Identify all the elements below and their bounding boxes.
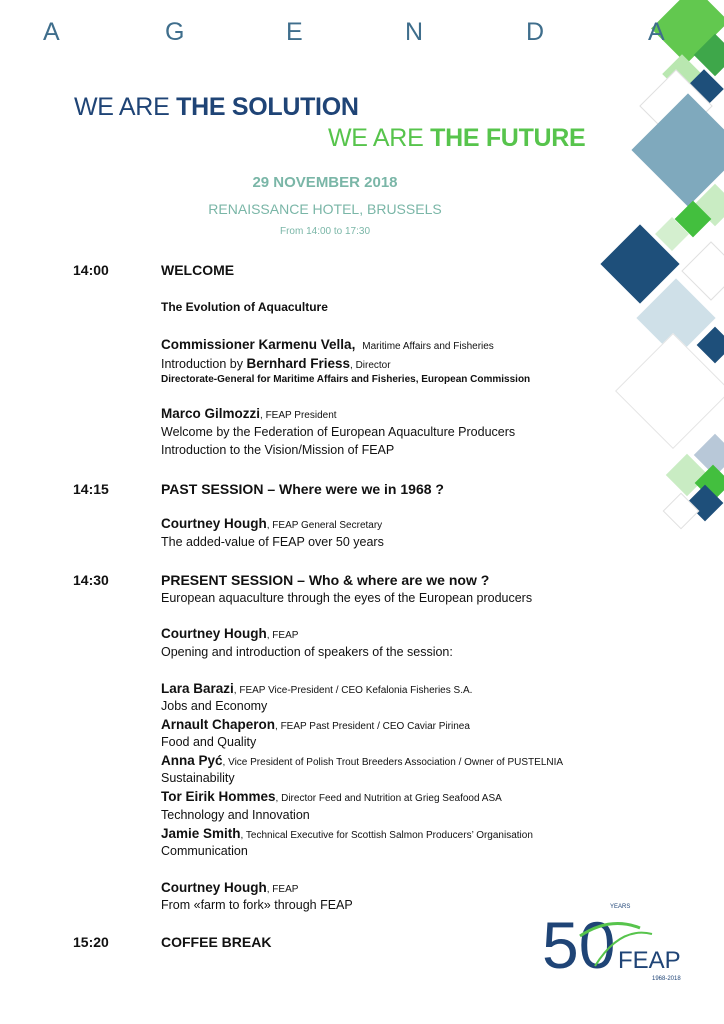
time-past: 14:15 [73, 481, 109, 497]
speaker-name: Courtney Hough [161, 516, 267, 531]
title-bold: THE FUTURE [430, 124, 586, 152]
speaker-role: , FEAP Vice-President / CEO Kefalonia Fisheries S.A. [233, 685, 473, 696]
logo-brand: FEAP [618, 947, 681, 974]
session-title-coffee: COFFEE BREAK [161, 934, 272, 950]
speaker-role: , FEAP President [260, 410, 337, 421]
title-solution [74, 93, 359, 122]
intro-friess [161, 356, 391, 371]
speaker-role: , FEAP Past President / CEO Caviar Pirinea [275, 721, 470, 732]
session-title-welcome: WELCOME [161, 262, 235, 278]
speaker-role: , Director [350, 360, 391, 371]
gilmozzi-line2: Introduction to the Vision/Mission of FEAP [161, 443, 395, 457]
title-plain: WE ARE [74, 93, 177, 121]
event-date: 29 NOVEMBER 2018 [252, 174, 398, 191]
intro-prefix: Introduction by [161, 357, 247, 371]
topic-hommes: Technology and Innovation [161, 808, 310, 822]
logo-range: 1968-2018 [652, 976, 681, 982]
moderator-hough [161, 626, 298, 641]
event-venue: RENAISSANCE HOTEL, BRUSSELS [208, 201, 442, 217]
event-hours: From 14:00 to 17:30 [279, 226, 371, 237]
past-topic: The added-value of FEAP over 50 years [161, 535, 384, 549]
welcome-topic: The Evolution of Aquaculture [161, 300, 328, 314]
speaker-role: , Technical Executive for Scottish Salmon Producers’ Organisation [240, 830, 533, 841]
speaker-name: Commissioner Karmenu Vella, [161, 337, 356, 352]
speaker-name: Tor Eirik Hommes [161, 789, 276, 804]
session-title-past: PAST SESSION – Where were we in 1968 ? [161, 481, 444, 497]
session-title-present: PRESENT SESSION – Who & where are we now ? [161, 572, 490, 588]
gilmozzi-line1: Welcome by the Federation of European Aquaculture Producers [161, 425, 516, 439]
speaker-hough-past [161, 516, 382, 531]
title-future [328, 124, 585, 153]
speaker-gilmozzi [161, 406, 337, 421]
speaker-role: , FEAP General Secretary [266, 520, 383, 531]
intro-organisation: Directorate-General for Maritime Affairs and Fisheries, European Commission [161, 374, 531, 385]
speaker-name: Courtney Hough [161, 880, 267, 895]
topic-pyc: Sustainability [161, 771, 235, 785]
closing-hough [161, 880, 298, 895]
speaker-name: Courtney Hough [161, 626, 267, 641]
logo-digits: 50 [542, 908, 616, 982]
title-plain: WE ARE [328, 124, 431, 152]
feap-50-logo [540, 896, 700, 986]
time-welcome: 14:00 [73, 262, 109, 278]
moderator-topic: Opening and introduction of speakers of the session: [161, 645, 453, 659]
speaker-name: Lara Barazi [161, 681, 234, 696]
agenda-letter: A [648, 18, 665, 46]
topic-smith: Communication [161, 844, 248, 858]
speaker-name: Jamie Smith [161, 826, 241, 841]
topic-barazi: Jobs and Economy [161, 699, 268, 713]
logo-years: YEARS [610, 904, 631, 910]
present-subtitle: European aquaculture through the eyes of the European producers [161, 591, 533, 605]
speaker-role: , Director Feed and Nutrition at Grieg Seafood ASA [275, 793, 502, 804]
speaker-chaperon [161, 717, 470, 732]
speaker-role: , Vice President of Polish Trout Breeders Association / Owner of PUSTELNIA [222, 757, 564, 768]
speaker-vella [161, 337, 494, 352]
agenda-letter: N [405, 18, 424, 46]
agenda-letter: D [526, 18, 545, 46]
agenda-letter: G [165, 18, 185, 46]
feap-logo-graphic [540, 896, 700, 986]
speaker-name: Arnault Chaperon [161, 717, 276, 732]
speaker-role: , FEAP [266, 884, 299, 895]
speaker-name: Anna Pyć [161, 753, 223, 768]
closing-topic: From «farm to fork» through FEAP [161, 898, 353, 912]
speaker-smith [161, 826, 533, 841]
speaker-pyc [161, 753, 563, 768]
speaker-name: Bernhard Friess [246, 356, 351, 371]
topic-chaperon: Food and Quality [161, 735, 257, 749]
speaker-role: , FEAP [266, 630, 299, 641]
speaker-hommes [161, 789, 502, 804]
agenda-letter: E [286, 18, 303, 46]
title-bold: THE SOLUTION [176, 93, 359, 121]
time-coffee: 15:20 [73, 934, 109, 950]
speaker-name: Marco Gilmozzi [161, 406, 261, 421]
speaker-role: Maritime Affairs and Fisheries [362, 341, 494, 352]
speaker-barazi [161, 681, 472, 696]
time-present: 14:30 [73, 572, 109, 588]
agenda-letter: A [43, 18, 60, 46]
